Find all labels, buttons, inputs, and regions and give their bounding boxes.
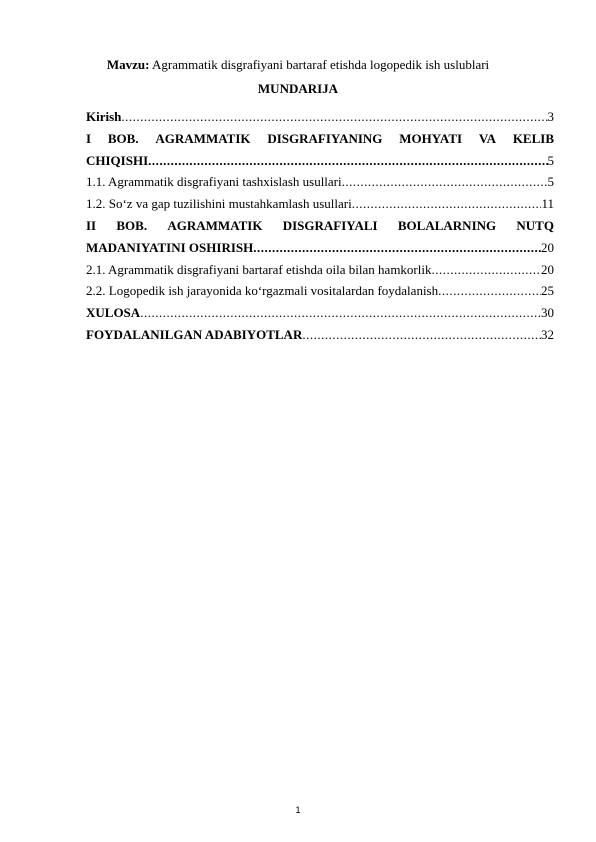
- toc-word: DISGRAFIYANING: [267, 130, 383, 146]
- toc-entry-2-1[interactable]: [86, 259, 554, 281]
- toc-word: MOHYATI: [399, 130, 463, 146]
- toc-word: AGRAMMATIK: [167, 217, 263, 233]
- toc-entry-1-2[interactable]: [86, 193, 554, 215]
- toc-label: MADANIYATINI OSHIRISH: [86, 239, 254, 255]
- toc-entry-xulosa[interactable]: [86, 302, 554, 324]
- toc-chapter-2-line[interactable]: [86, 215, 554, 237]
- toc-word: BOLALARNING: [397, 217, 497, 233]
- toc-label: CHIQISHI: [86, 152, 149, 168]
- toc-word: DISGRAFIYALI: [282, 217, 378, 233]
- toc-page: 20: [541, 239, 554, 255]
- toc-word: AGRAMMATIK: [155, 130, 251, 146]
- toc-leader: [342, 171, 548, 193]
- page-number: 1: [295, 805, 301, 815]
- toc-label: 1.1. Agrammatik disgrafiyani tashxislash usullari: [86, 174, 342, 190]
- toc-page: 11: [541, 196, 554, 212]
- toc-word: I: [86, 130, 92, 146]
- toc-label: 2.1. Agrammatik disgrafiyani bartaraf etishda oila bilan hamkorlik: [86, 261, 432, 277]
- toc-entry-chapter-1[interactable]: [86, 150, 554, 172]
- toc-entry-2-2[interactable]: [86, 280, 554, 302]
- toc-label: Kirish: [86, 109, 122, 124]
- toc-page: 30: [541, 305, 554, 321]
- toc-page: 32: [541, 326, 554, 342]
- toc-word: BOB.: [107, 130, 139, 146]
- toc-page: 25: [541, 283, 554, 299]
- toc-chapter-1-line[interactable]: [86, 128, 554, 150]
- toc-word: KELIB: [512, 130, 554, 146]
- toc-word: VA: [478, 130, 496, 146]
- toc-page: 20: [541, 261, 554, 277]
- toc-label: 2.2. Logopedik ish jarayonida ko‘rgazmali vositalardan foydalanish: [86, 283, 439, 299]
- toc-label: XULOSA: [86, 305, 141, 321]
- toc-page: 5: [547, 174, 554, 190]
- toc-page: 3: [547, 109, 554, 124]
- toc-leader: [253, 237, 541, 259]
- toc-leader: [121, 106, 547, 128]
- toc-word: BOB.: [116, 217, 148, 233]
- topic-text: Agrammatik disgrafiyani bartaraf etishda logopedik ish uslublari: [151, 57, 490, 72]
- topic-title: [0, 57, 596, 73]
- toc-leader: [148, 150, 547, 172]
- toc-leader: [352, 193, 542, 215]
- table-of-contents: [86, 106, 554, 346]
- toc-leader: [431, 259, 541, 281]
- topic-prefix: Mavzu:: [106, 57, 150, 72]
- contents-heading: MUNDARIJA: [257, 81, 339, 96]
- toc-entry-kirish[interactable]: [86, 106, 554, 128]
- toc-entry-1-1[interactable]: [86, 171, 554, 193]
- toc-leader: [302, 324, 541, 346]
- toc-word: NUTQ: [516, 217, 554, 233]
- toc-entry-chapter-2[interactable]: [86, 237, 554, 259]
- toc-entry-adabiyotlar[interactable]: [86, 324, 554, 346]
- toc-word: II: [86, 217, 97, 233]
- toc-leader: [140, 302, 541, 324]
- toc-leader: [438, 280, 541, 302]
- toc-page: 5: [547, 152, 554, 168]
- toc-label: 1.2. So‘z va gap tuzilishini mustahkamlash usullari: [86, 196, 352, 212]
- toc-label: FOYDALANILGAN ADABIYOTLAR: [86, 326, 303, 342]
